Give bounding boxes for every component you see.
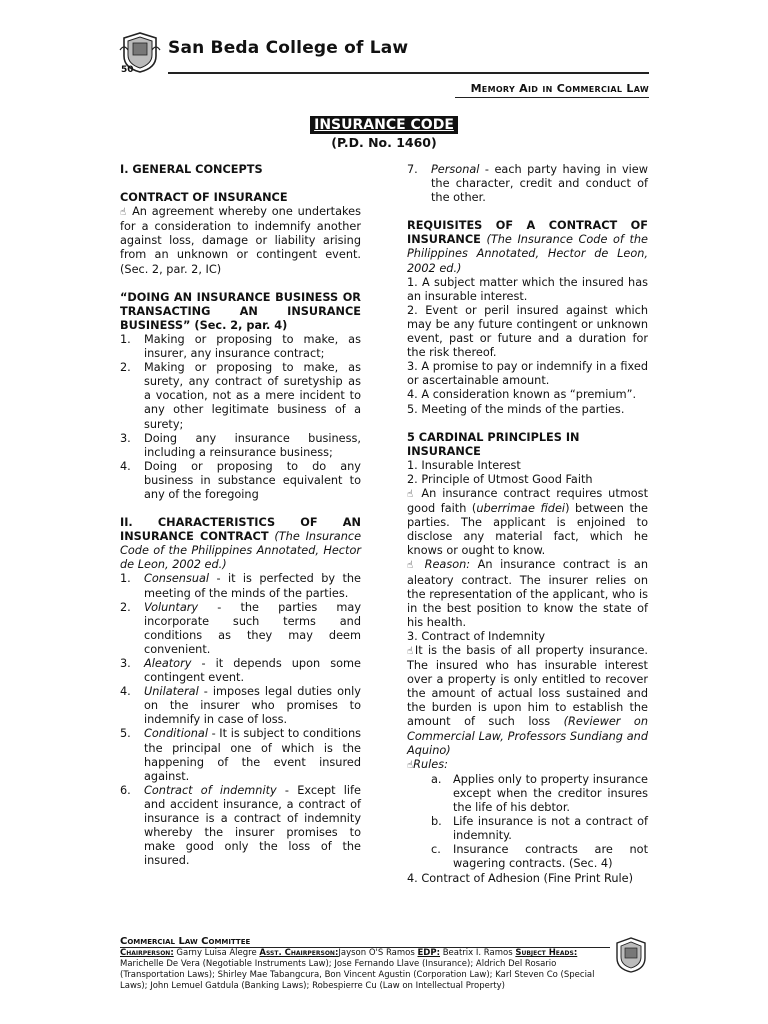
list-item: 5. Conditional - It is subject to conditions the principal one of which is the happening of the event insured against. [120, 727, 361, 783]
pointing-hand-icon: ☝ [120, 207, 128, 219]
list-item: c. Insurance contracts are not wagering contracts. (Sec. 4) [431, 843, 648, 871]
requisite-item: 5. Meeting of the minds of the parties. [407, 402, 625, 416]
committee-members: Chairperson: Garny Luisa Alegre Asst. Chairperson:Jayson O'S Ramos EDP: Beatrix I. Ramos Subject Heads: Marichelle De Vera (Negotiable Instruments Law); Jose Fernando Llave (Insurance); Aldrich Del Rosario (Transportation Laws); Shirley Mae Tabangcura, Bon Vincent Agustin (Corporation Law); Karl Steven Co (Special Laws); John Lemuel Gatdula (Banking Laws); Robespierre Cu (Law on Intellectual Property) [120, 948, 595, 991]
list-item: 1. Consensual - it is perfected by the meeting of the minds of the parties. [120, 572, 361, 600]
school-seal-logo [612, 936, 650, 974]
pointing-hand-icon: ☝ [407, 646, 415, 657]
cardinal-principles-heading: 5 CARDINAL PRINCIPLES IN INSURANCE [407, 430, 580, 458]
list-item: 4. Doing or proposing to do any business in substance equivalent to any of the foregoing [120, 459, 361, 501]
section-heading: I. GENERAL CONCEPTS [120, 163, 263, 176]
pointing-hand-icon: ☝ [407, 759, 414, 771]
requisite-item: 4. A consideration known as “premium”. [407, 388, 637, 402]
right-column [407, 163, 648, 886]
list-item: 2. Making or proposing to make, as surety, any contract of suretyship as a vocation, not as a mere incident to any other legitimate business of a surety; [120, 361, 361, 431]
contract-heading: CONTRACT OF INSURANCE [120, 191, 288, 205]
list-item: 6. Contract of indemnity - Except life and accident insurance, a contract of insurance is a contract of indemnity whereby the insurer promises to make good only the loss of the insured. [120, 783, 361, 868]
school-name: San Beda College of Law [168, 38, 409, 58]
document-title [0, 114, 768, 150]
pointing-hand-icon: ☝ [407, 560, 418, 572]
footer-credits [120, 936, 650, 992]
indemnity-text: ☝It is the basis of all property insurance. The insured who has insurable interest over a property is only entitled to recover the amount of actual loss sustained and the burden is upon him to establish the amount of such loss (Reviewer on Commercial Law, Professors Sundiang and Aquino) [407, 644, 648, 757]
list-item: a. Applies only to property insurance except when the creditor insures the life of his debtor. [431, 772, 648, 815]
list-item: 3. Doing any insurance business, including a reinsurance business; [120, 431, 361, 459]
contract-definition: ☝ An agreement whereby one undertakes for a consideration to indemnify another against loss, damage or liability arising from an unknown or contingent event. (Sec. 2, par. 2, IC) [120, 205, 361, 276]
school-seal-logo [118, 30, 162, 74]
pointing-hand-icon: ☝ [407, 488, 416, 500]
rules-list [431, 773, 648, 872]
characteristics-list [120, 572, 361, 868]
good-faith-text: ☝ An insurance contract requires utmost good faith (uberrimae fidei) between the parties. The applicant is enjoined to disclose any material fact, which he knows or ought to know. [407, 486, 649, 558]
committee-title: Commercial Law Committee [120, 936, 610, 948]
list-item: 2. Voluntary - the parties may incorporate such terms and conditions as they may deem convenient. [120, 600, 361, 656]
rules-label: ☝Rules: [407, 757, 448, 771]
left-column [120, 163, 361, 868]
title-sub: (P.D. No. 1460) [331, 135, 437, 150]
principle-item: 4. Contract of Adhesion (Fine Print Rule) [407, 871, 634, 885]
list-item: b. Life insurance is not a contract of indemnity. [431, 815, 648, 843]
list-item: 1. Making or proposing to make, as insurer, any insurance contract; [120, 332, 361, 361]
seal-number: 50 [121, 65, 134, 74]
list-item: 3. Aleatory - it depends upon some contingent event. [120, 657, 361, 685]
list-item: 7. Personal - each party having in view the character, credit and conduct of the other. [407, 163, 648, 205]
memory-aid-label: Memory Aid in Commercial Law [470, 82, 649, 95]
requisite-item: 3. A promise to pay or indemnify in a fixed or ascertainable amount. [407, 360, 648, 388]
doing-business-heading: “DOING AN INSURANCE BUSINESS OR TRANSACTING AN INSURANCE BUSINESS” (Sec. 2, par. 4) [120, 290, 361, 332]
header-divider [168, 72, 649, 74]
requisites-heading: REQUISITES OF A CONTRACT OF INSURANCE (The Insurance Code of the Philippines Annotated, Hector de Leon, 2002 ed.) [407, 219, 648, 275]
title-main: INSURANCE CODE [310, 116, 458, 134]
requisite-item: 2. Event or peril insured against which may be any future contingent or unknown event, past or future and a duration for the risk thereof. [407, 303, 648, 360]
characteristics-heading: II. CHARACTERISTICS OF AN INSURANCE CONTRACT (The Insurance Code of the Philippines Annotated, Hector de Leon, 2002 ed.) [120, 516, 362, 572]
memory-aid-divider [455, 97, 649, 98]
principle-item: 2. Principle of Utmost Good Faith [407, 472, 593, 486]
list-item: 4. Unilateral - imposes legal duties only on the insurer who promises to indemnify in case of loss. [120, 685, 361, 727]
requisite-item: 1. A subject matter which the insured has an insurable interest. [407, 275, 648, 303]
doing-business-list [120, 333, 361, 502]
reason-text: ☝ Reason: An insurance contract is an aleatory contract. The insurer relies on the representation of the applicant, who is in the best position to know the state of his health. [407, 558, 648, 629]
principle-item: 3. Contract of Indemnity [407, 629, 546, 643]
characteristics-list-continued [407, 163, 648, 205]
principle-item: 1. Insurable Interest [407, 458, 521, 472]
